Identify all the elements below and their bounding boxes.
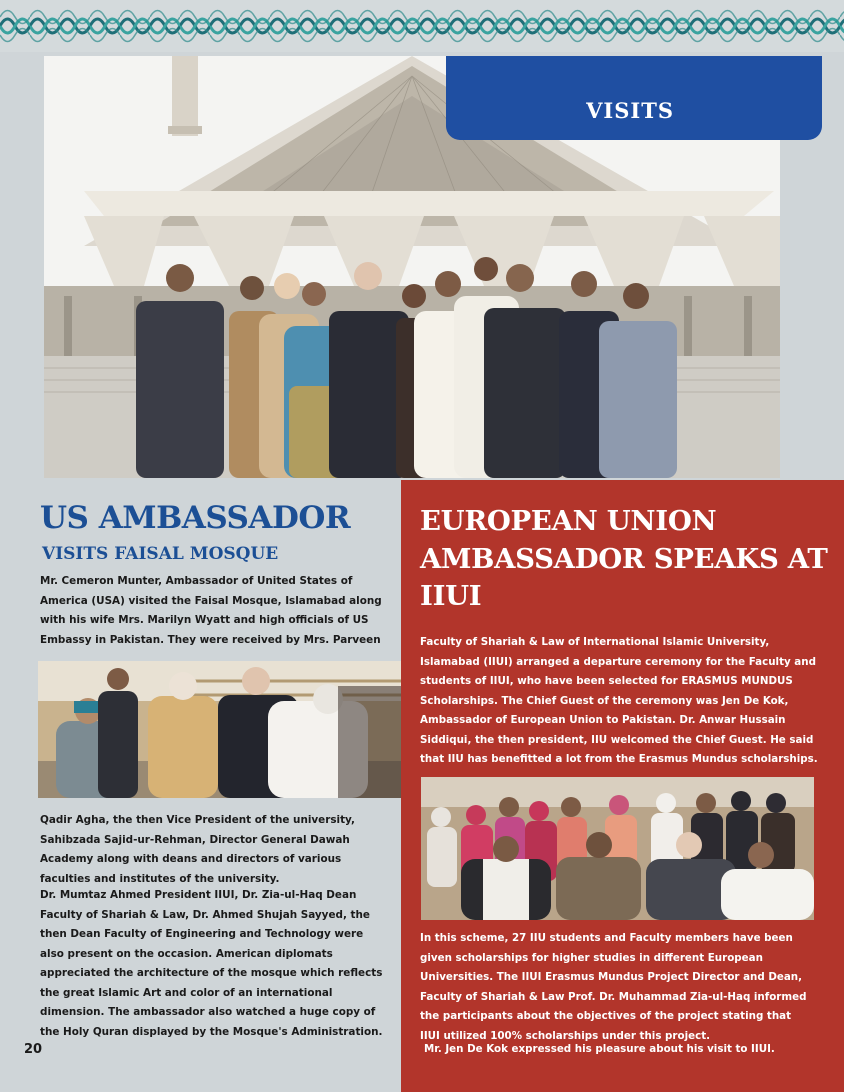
left-article-title: US AMBASSADOR <box>40 500 351 536</box>
page-number: 20 <box>24 1042 43 1057</box>
section-label: VISITS <box>586 98 674 123</box>
left-article-paragraph-3: Dr. Mumtaz Ahmed President IIUI, Dr. Zia-ul-Haq Dean Faculty of Shariah & Law, Dr. Ahmed Shujah Sayyed, the then Dean Faculty of Engineering and Technology were also present on the occasion. American diplomats appreciated the architecture of the mosque which reflects the great Islamic Art and color of an international dimension. The ambassador also watched a huge copy of the Holy Quran displayed by the Mosque's Administration. <box>40 889 383 1038</box>
left-article-paragraph-2: Qadir Agha, the then Vice President of the university, Sahibzada Sajid-ur-Rehman, Director General Dawah Academy along with deans and directors of various faculties and institutes of the university. <box>40 814 355 885</box>
photo-ambassador-visit <box>38 661 403 798</box>
right-article-paragraph-1: Faculty of Shariah & Law of International Islamic University, Islamabad (IIUI) arranged a departure ceremony for the Faculty and students of IIUI, who have been selected for ERASMUS MUNDUS Scholarships. The Chief Guest of the ceremony was Jen De Kok, Ambassador of European Union to Pakistan. Dr. Anwar Hussain Siddiqui, the then president, IIU welcomed the Chief Guest. He said that IIU has benefitted a lot from the Erasmus Mundus scholarships. <box>420 636 818 765</box>
right-article-paragraph-3: Mr. Jen De Kok expressed his pleasure about his visit to IIUI. <box>424 1043 775 1055</box>
chain-pattern-icon <box>0 8 844 44</box>
photo-erasmus-group <box>421 777 814 920</box>
left-article-paragraph-1: Mr. Cemeron Munter, Ambassador of United States of America (USA) visited the Faisal Mosque, Islamabad along with his wife Mrs. Marilyn Wyatt and high officials of US Embassy in Pakistan. They were received by Mrs. Parveen <box>40 575 382 646</box>
left-article-subtitle: VISITS FAISAL MOSQUE <box>42 544 279 564</box>
right-article-paragraph-2: In this scheme, 27 IIU students and Faculty members have been given scholarships for higher studies in different European Universities. The IIUI Erasmus Mundus Project Director and Dean, Faculty of Shariah & Law Prof. Dr. Muhammad Zia-ul-Haq informed the participants about the objectives of the project stating that IIUI utilized 100% scholarships under this project. <box>420 932 807 1042</box>
decorative-top-band <box>0 0 844 52</box>
section-tab <box>446 56 822 140</box>
right-article-title: EUROPEAN UNION AMBASSADOR SPEAKS AT IIUI <box>420 505 828 612</box>
